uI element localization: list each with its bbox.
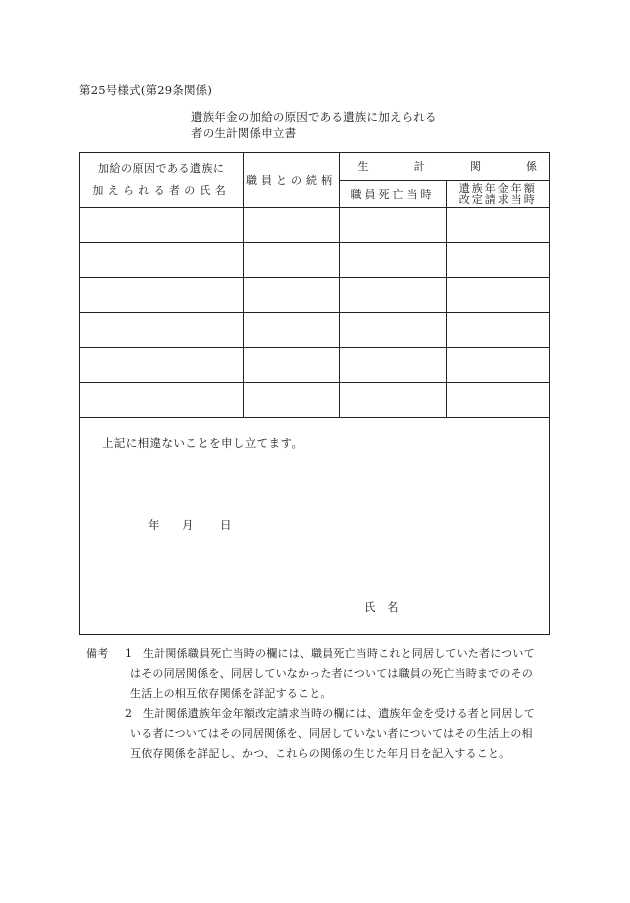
name-cell[interactable] (80, 312, 243, 347)
date-year-label: 年 (148, 518, 160, 532)
at-death-cell[interactable] (339, 207, 446, 242)
header-living-char: 生 (357, 160, 369, 174)
table-row (80, 242, 549, 277)
form-title-line-1: 遺族年金の加給の原因である遺族に加えられる (191, 110, 437, 124)
header-living-char: 計 (413, 160, 425, 174)
at-death-cell[interactable] (339, 347, 446, 382)
note-text-line: 生計関係遺族年金年額改定請求当時の欄には、遺族年金を受ける者と同居して (143, 707, 535, 720)
name-cell[interactable] (80, 207, 243, 242)
name-cell[interactable] (80, 242, 243, 277)
header-relation-cell: 職員との続柄 (243, 153, 339, 207)
at-revision-cell[interactable] (446, 242, 549, 277)
notes-label: 備考 (86, 647, 109, 660)
at-death-cell[interactable] (339, 277, 446, 312)
table-row (80, 207, 549, 242)
header-living-label (340, 158, 550, 174)
relation-cell[interactable] (243, 242, 339, 277)
table-header-row (80, 153, 549, 180)
at-revision-cell[interactable] (446, 382, 549, 417)
at-revision-cell[interactable] (446, 207, 549, 242)
note-text-line: はその同居関係を、同居していなかった者については職員の死亡当時までのその (130, 667, 533, 680)
family-table (80, 153, 549, 418)
note-text-line: 生活上の相互依存関係を詳記すること。 (130, 687, 332, 700)
declaration-text: 上記に相違ないことを申し立てます。 (102, 436, 304, 450)
date-line[interactable] (148, 517, 232, 533)
header-living-cell (339, 153, 549, 180)
relation-cell[interactable] (243, 277, 339, 312)
relation-cell[interactable] (243, 347, 339, 382)
header-living-char: 係 (525, 160, 537, 174)
signature-name-label: 氏 名 (364, 600, 399, 614)
note-number: 1 (125, 647, 133, 660)
name-cell[interactable] (80, 277, 243, 312)
relation-cell[interactable] (243, 382, 339, 417)
header-at-revision-cell (446, 180, 549, 207)
date-day-label: 日 (220, 518, 232, 532)
relation-cell[interactable] (243, 207, 339, 242)
note-text-line: 互依存関係を詳記し、かつ、これらの関係の生じた年月日を記入すること。 (130, 747, 511, 760)
form-title (191, 109, 437, 141)
header-name-line-1: 加給の原因である遺族に (98, 161, 225, 175)
name-cell[interactable] (80, 382, 243, 417)
form-frame (79, 152, 550, 635)
header-name-cell (80, 153, 243, 207)
form-number: 第25号様式(第29条関係) (79, 83, 213, 97)
note-text-line: 生計関係職員死亡当時の欄には、職員死亡当時これと同居していた者について (143, 647, 535, 660)
note-number: 2 (125, 707, 133, 720)
at-death-cell[interactable] (339, 312, 446, 347)
at-revision-cell[interactable] (446, 277, 549, 312)
table-row (80, 347, 549, 382)
header-at-revision-line-2: 改定請求当時 (458, 192, 537, 206)
at-revision-cell[interactable] (446, 312, 549, 347)
date-month-label: 月 (182, 518, 194, 532)
relation-cell[interactable] (243, 312, 339, 347)
table-row (80, 382, 549, 417)
form-title-line-2: 者の生計関係申立書 (191, 126, 297, 140)
header-living-char: 関 (469, 160, 481, 174)
header-at-death-cell: 職員死亡当時 (339, 180, 446, 207)
table-row (80, 312, 549, 347)
name-cell[interactable] (80, 347, 243, 382)
note-text-line: いる者についてはその同居関係を、同居していない者についてはその生活上の相 (130, 727, 533, 740)
at-revision-cell[interactable] (446, 347, 549, 382)
header-at-revision-line-1: 遺族年金年額 (458, 181, 537, 195)
at-death-cell[interactable] (339, 382, 446, 417)
at-death-cell[interactable] (339, 242, 446, 277)
table-row (80, 277, 549, 312)
header-name-line-2: 加えられる者の氏名 (92, 183, 231, 197)
